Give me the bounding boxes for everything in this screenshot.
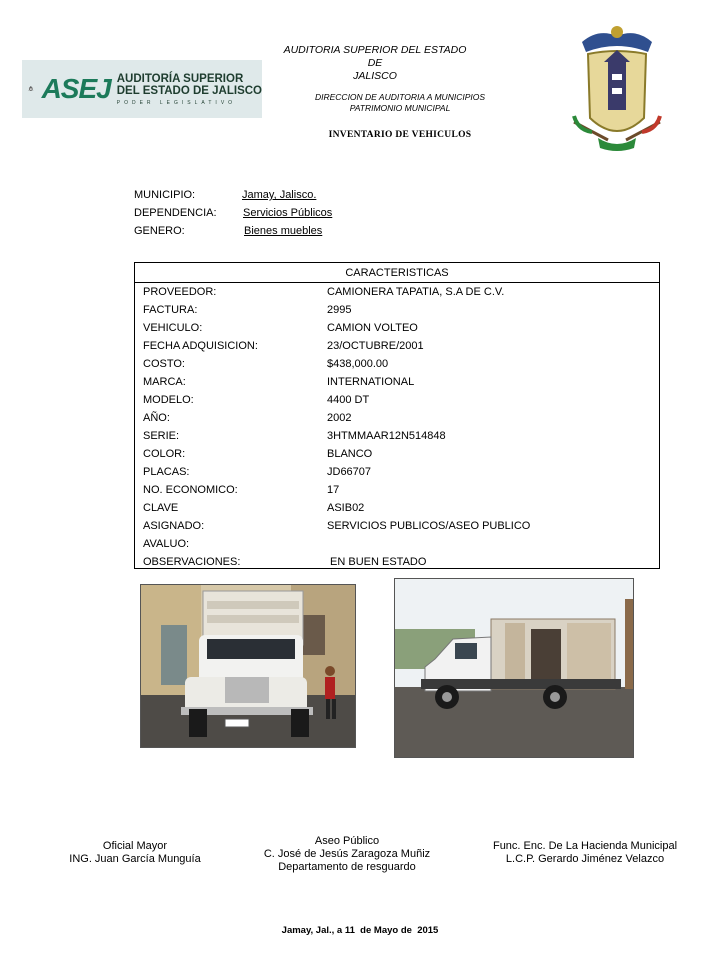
dependencia-line — [134, 207, 332, 219]
characteristics-table — [134, 262, 660, 569]
genero-line — [134, 225, 322, 237]
document-title: INVENTARIO DE VEHICULOS — [328, 130, 472, 140]
table-row: ASIGNADO: SERVICIOS PUBLICOS/ASEO PUBLICO — [143, 520, 531, 532]
table-row: NO. ECONOMICO: 17 — [143, 484, 340, 496]
signature-hacienda — [470, 840, 700, 866]
signature-title: Oficial Mayor — [102, 840, 168, 852]
table-row: FACTURA: 2995 — [143, 304, 352, 316]
genero-value: Bienes muebles — [244, 225, 323, 237]
signature-name: ING. Juan García Munguía — [69, 853, 201, 865]
municipio-value: Jamay, Jalisco. — [242, 189, 317, 201]
table-heading: CARACTERISTICAS — [135, 263, 659, 283]
signature-title: Aseo Público — [314, 835, 380, 847]
dependencia-label: DEPENDENCIA: — [134, 207, 217, 219]
table-row: OBSERVACIONES: EN BUEN ESTADO — [143, 556, 427, 568]
municipio-line — [134, 189, 316, 201]
asej-brand-text: ASEJ — [41, 73, 111, 104]
table-row: COSTO: $438,000.00 — [143, 358, 389, 370]
place-date: Jamay, Jal., a 11 de Mayo de 2015 — [281, 925, 439, 936]
header-department: DIRECCION DE AUDITORIA A MUNICIPIOS PATRIMONIO MUNICIPAL — [314, 92, 486, 113]
genero-label: GENERO: — [134, 225, 185, 237]
table-row: FECHA ADQUISICION: 23/OCTUBRE/2001 — [143, 340, 424, 352]
dependencia-value: Servicios Públicos — [243, 207, 333, 219]
table-row: SERIE: 3HTMMAAR12N514848 — [143, 430, 446, 442]
table-row: COLOR: BLANCO — [143, 448, 373, 460]
table-row: MARCA: INTERNATIONAL — [143, 376, 415, 388]
table-row: PROVEEDOR: CAMIONERA TAPATIA, S.A DE C.V. — [143, 286, 505, 298]
municipio-label: MUNICIPIO: — [134, 189, 196, 201]
signature-title: Func. Enc. De La Hacienda Municipal — [492, 840, 678, 852]
signature-aseo-publico — [232, 835, 462, 874]
asej-logo — [22, 60, 262, 118]
state-seal-icon — [28, 69, 34, 109]
table-row: PLACAS: JD66707 — [143, 466, 372, 478]
table-row: CLAVE ASIB02 — [143, 502, 365, 514]
table-row: AÑO: 2002 — [143, 412, 352, 424]
signature-name: L.C.P. Gerardo Jiménez Velazco — [505, 853, 665, 865]
truck-front-photo — [140, 584, 356, 748]
header-title: AUDITORIA SUPERIOR DEL ESTADO DE JALISCO — [283, 44, 467, 82]
signature-name: C. José de Jesús Zaragoza Muñiz — [263, 848, 431, 860]
table-row: MODELO: 4400 DT — [143, 394, 370, 406]
asej-full-name: AUDITORÍA SUPERIOR DEL ESTADO DE JALISCO PODER LEGISLATIVO — [116, 72, 262, 106]
table-row: VEHICULO: CAMION VOLTEO — [143, 322, 418, 334]
signature-department: Departamento de resguardo — [278, 861, 416, 873]
truck-side-photo — [394, 578, 634, 758]
table-row: AVALUO: — [143, 538, 190, 550]
municipal-crest-icon — [568, 22, 666, 154]
signature-oficial-mayor — [40, 840, 230, 866]
